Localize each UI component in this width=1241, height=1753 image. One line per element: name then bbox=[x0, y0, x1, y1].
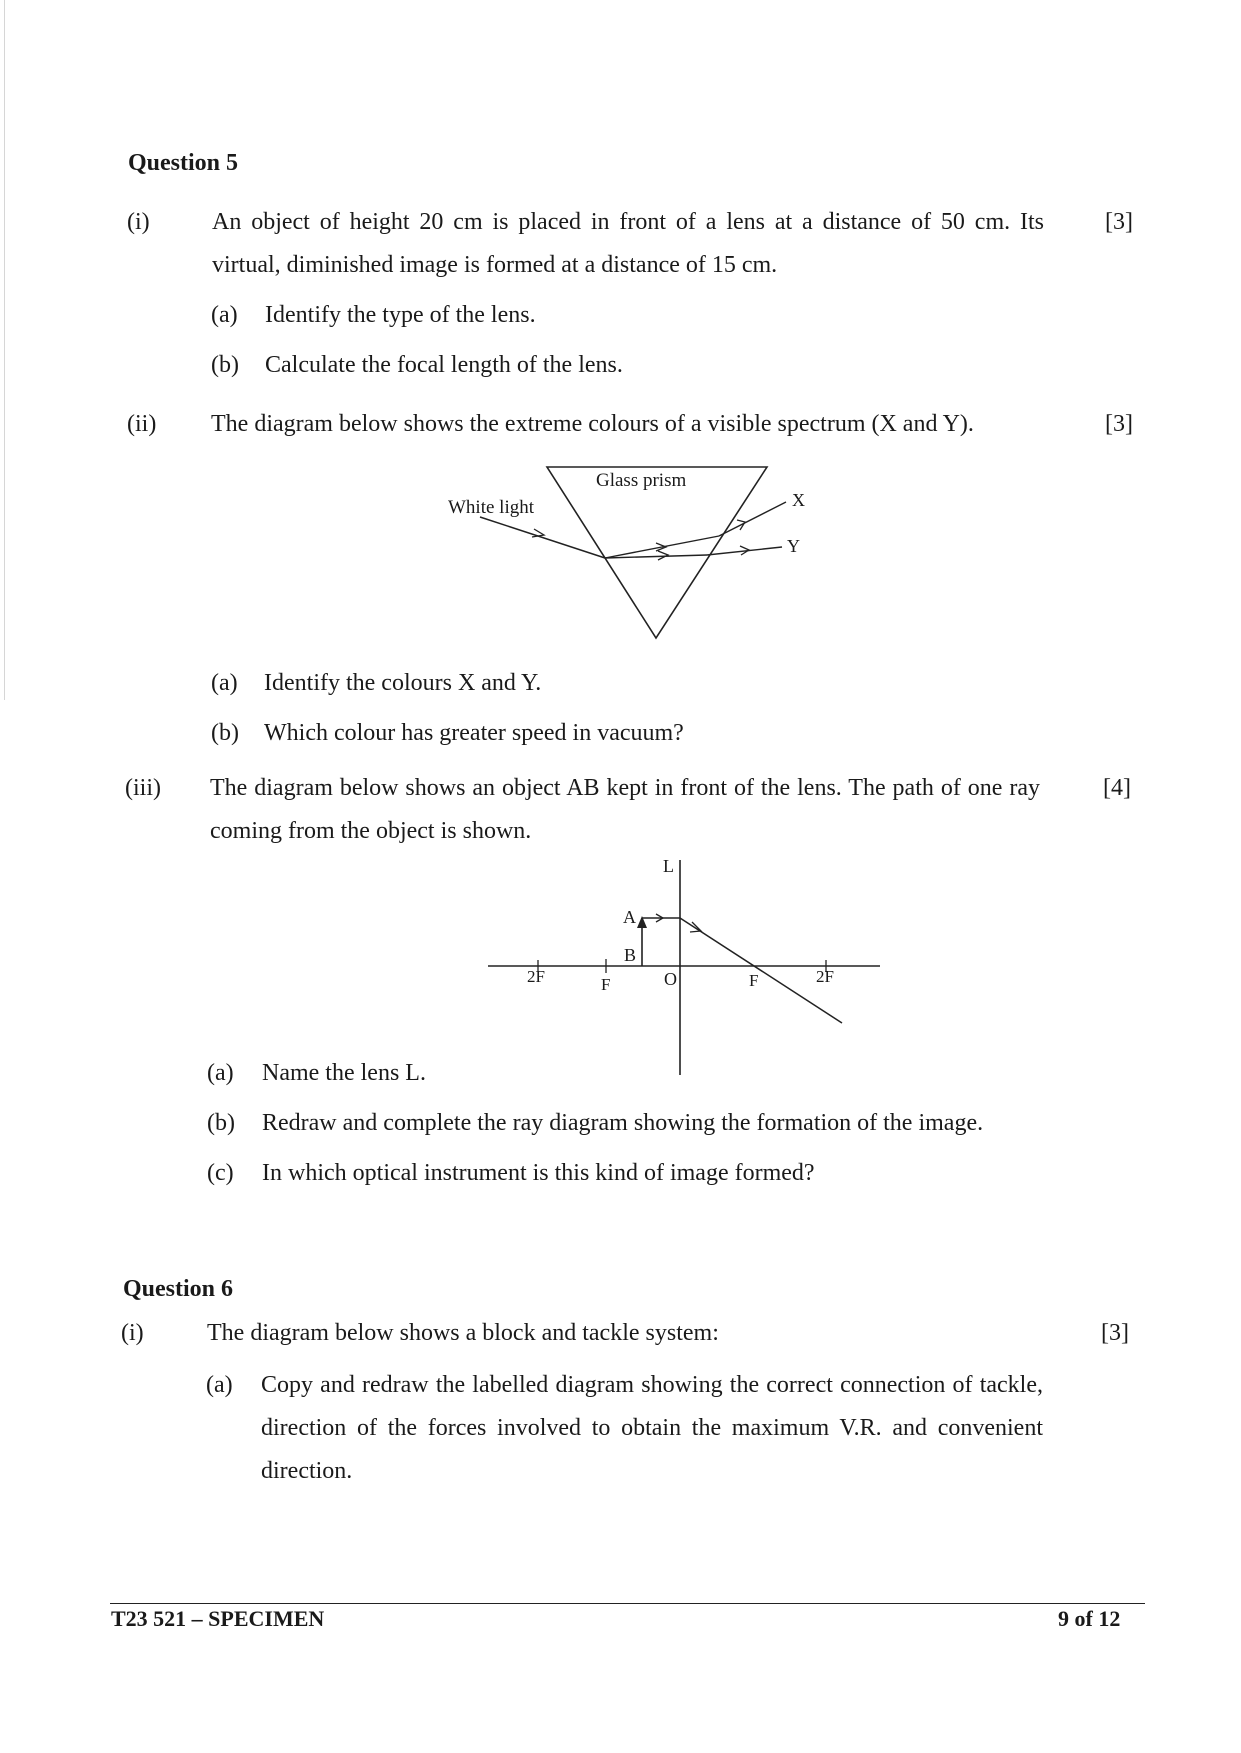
q5-iii-b-text: Redraw and complete the ray diagram showing the formation of the image. bbox=[262, 1110, 984, 1136]
arrow-inside-y bbox=[658, 551, 668, 560]
q6-i-a-label: (a) bbox=[206, 1372, 233, 1398]
label-optic-centre: O bbox=[664, 969, 677, 989]
q5-iii-a-label: (a) bbox=[207, 1060, 234, 1086]
ray-refracted-arrow bbox=[690, 922, 701, 932]
q6-i-number: (i) bbox=[121, 1320, 144, 1346]
ray-x-label: X bbox=[792, 490, 805, 510]
incident-ray bbox=[480, 517, 605, 558]
q6-i-a-text: Copy and redraw the labelled diagram showing the correct connection of tackle, direction of the forces involved to obtain the maximum V.R. and convenient direction. bbox=[261, 1372, 1043, 1484]
q6-i-marks: [3] bbox=[1101, 1320, 1129, 1346]
question-5-heading: Question 5 bbox=[128, 150, 239, 176]
q5-ii-number: (ii) bbox=[127, 411, 157, 437]
footer-code: T23 521 – SPECIMEN bbox=[111, 1606, 325, 1631]
q5-iii-c-text: In which optical instrument is this kind of image formed? bbox=[262, 1160, 815, 1186]
incident-arrow bbox=[532, 529, 544, 537]
lens-ray-diagram bbox=[480, 845, 880, 1080]
footer-rule bbox=[110, 1603, 1145, 1604]
q5-i-number: (i) bbox=[127, 209, 150, 235]
q5-i-b-text: Calculate the focal length of the lens. bbox=[265, 352, 623, 378]
q5-iii-b-label: (b) bbox=[207, 1110, 235, 1136]
q5-i-text: An object of height 20 cm is placed in front of a lens at a distance of 50 cm. Its virtual, diminished image is formed at a distance of 15 cm. bbox=[212, 209, 1044, 278]
lens-label: L bbox=[663, 856, 674, 876]
q5-iii-c-label: (c) bbox=[207, 1160, 234, 1186]
q5-iii-a-text: Name the lens L. bbox=[262, 1060, 426, 1086]
point-b-label: B bbox=[624, 945, 637, 965]
q5-ii-marks: [3] bbox=[1105, 411, 1133, 437]
ray-y-label: Y bbox=[787, 536, 800, 556]
glass-prism-label: Glass prism bbox=[596, 470, 687, 491]
emergent-ray-x bbox=[719, 502, 786, 536]
prism-diagram bbox=[430, 455, 830, 645]
question-6-heading: Question 6 bbox=[123, 1276, 234, 1302]
label-f-left: F bbox=[601, 975, 611, 994]
q5-i-marks: [3] bbox=[1105, 209, 1133, 235]
q5-ii-text: The diagram below shows the extreme colours of a visible spectrum (X and Y). bbox=[211, 411, 974, 437]
q5-i-a-text: Identify the type of the lens. bbox=[265, 302, 536, 328]
point-a-label: A bbox=[623, 907, 636, 927]
q5-iii-number: (iii) bbox=[125, 775, 161, 801]
q5-ii-a-text: Identify the colours X and Y. bbox=[264, 670, 542, 696]
white-light-label: White light bbox=[448, 497, 535, 518]
q5-iii-marks: [4] bbox=[1103, 775, 1131, 801]
footer-page-number: 9 of 12 bbox=[1058, 1606, 1121, 1631]
label-2f-right: 2F bbox=[816, 967, 834, 986]
scan-edge bbox=[4, 0, 5, 700]
q5-ii-b-label: (b) bbox=[211, 720, 239, 746]
q5-i-a-label: (a) bbox=[211, 302, 238, 328]
label-f-right: F bbox=[749, 971, 759, 990]
q5-i-b-label: (b) bbox=[211, 352, 239, 378]
q6-i-text: The diagram below shows a block and tackle system: bbox=[207, 1320, 719, 1346]
q5-ii-a-label: (a) bbox=[211, 670, 238, 696]
q5-ii-b-text: Which colour has greater speed in vacuum? bbox=[264, 720, 684, 746]
label-2f-left: 2F bbox=[527, 967, 545, 986]
q5-iii-text: The diagram below shows an object AB kept in front of the lens. The path of one ray coming from the object is shown. bbox=[210, 775, 1040, 844]
